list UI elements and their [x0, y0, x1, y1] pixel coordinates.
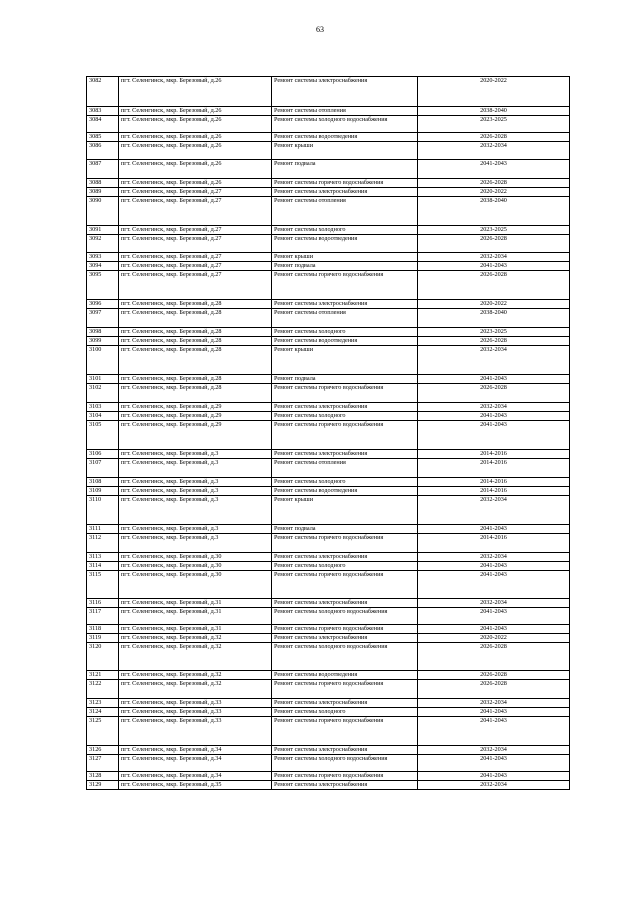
address-cell: пгт. Селенгинск, мкр. Березовый, д.28 — [119, 309, 272, 328]
row-number-cell: 3107 — [87, 459, 119, 478]
table-row — [87, 346, 570, 375]
address-cell: пгт. Селенгинск, мкр. Березовый, д.32 — [119, 680, 272, 699]
address-cell: пгт. Селенгинск, мкр. Березовый, д.26 — [119, 77, 272, 107]
row-number-cell: 3111 — [87, 525, 119, 534]
table-row — [87, 375, 570, 384]
address-cell: пгт. Селенгинск, мкр. Березовый, д.26 — [119, 133, 272, 142]
address-cell: пгт. Селенгинск, мкр. Березовый, д.33 — [119, 708, 272, 717]
row-number-cell: 3090 — [87, 197, 119, 226]
table-row — [87, 625, 570, 634]
row-number-cell: 3114 — [87, 562, 119, 571]
work-type-cell: Ремонт системы холодного водоснабжения — [272, 643, 418, 671]
table-row — [87, 235, 570, 253]
row-number-cell: 3109 — [87, 487, 119, 496]
work-type-cell: Ремонт системы горячего водоснабжения — [272, 271, 418, 300]
work-type-cell: Ремонт системы отопления — [272, 197, 418, 226]
period-cell: 2038-2040 — [418, 197, 570, 226]
table-row — [87, 197, 570, 226]
address-cell: пгт. Селенгинск, мкр. Березовый, д.27 — [119, 253, 272, 262]
row-number-cell: 3092 — [87, 235, 119, 253]
address-cell: пгт. Селенгинск, мкр. Березовый, д.28 — [119, 384, 272, 403]
work-type-cell: Ремонт системы водоотведения — [272, 133, 418, 142]
period-cell: 2026-2028 — [418, 337, 570, 346]
period-cell: 2020-2022 — [418, 188, 570, 197]
row-number-cell: 3088 — [87, 179, 119, 188]
address-cell: пгт. Селенгинск, мкр. Березовый, д.28 — [119, 375, 272, 384]
work-type-cell: Ремонт подвала — [272, 160, 418, 179]
address-cell: пгт. Селенгинск, мкр. Березовый, д.26 — [119, 116, 272, 133]
table-row — [87, 412, 570, 421]
work-type-cell: Ремонт системы холодного — [272, 412, 418, 421]
work-type-cell: Ремонт системы отопления — [272, 309, 418, 328]
table-row — [87, 384, 570, 403]
work-type-cell: Ремонт системы отопления — [272, 107, 418, 116]
work-type-cell: Ремонт системы водоотведения — [272, 235, 418, 253]
address-cell: пгт. Селенгинск, мкр. Березовый, д.28 — [119, 346, 272, 375]
table-row — [87, 107, 570, 116]
address-cell: пгт. Селенгинск, мкр. Березовый, д.3 — [119, 459, 272, 478]
table-row — [87, 571, 570, 599]
address-cell: пгт. Селенгинск, мкр. Березовый, д.30 — [119, 553, 272, 562]
period-cell: 2023-2025 — [418, 116, 570, 133]
address-cell: пгт. Селенгинск, мкр. Березовый, д.34 — [119, 755, 272, 772]
address-cell: пгт. Селенгинск, мкр. Березовый, д.27 — [119, 226, 272, 235]
address-cell: пгт. Селенгинск, мкр. Березовый, д.31 — [119, 608, 272, 625]
address-cell: пгт. Селенгинск, мкр. Березовый, д.31 — [119, 625, 272, 634]
period-cell: 2032-2034 — [418, 599, 570, 608]
address-cell: пгт. Селенгинск, мкр. Березовый, д.28 — [119, 337, 272, 346]
row-number-cell: 3096 — [87, 300, 119, 309]
capital-repair-table — [86, 76, 570, 790]
row-number-cell: 3087 — [87, 160, 119, 179]
period-cell: 2014-2016 — [418, 487, 570, 496]
period-cell: 2023-2025 — [418, 226, 570, 235]
work-type-cell: Ремонт системы горячего водоснабжения — [272, 571, 418, 599]
table-row — [87, 755, 570, 772]
address-cell: пгт. Селенгинск, мкр. Березовый, д.28 — [119, 328, 272, 337]
work-type-cell: Ремонт подвала — [272, 525, 418, 534]
work-type-cell: Ремонт крыши — [272, 253, 418, 262]
address-cell: пгт. Селенгинск, мкр. Березовый, д.3 — [119, 487, 272, 496]
work-type-cell: Ремонт системы электроснабжения — [272, 781, 418, 790]
address-cell: пгт. Селенгинск, мкр. Березовый, д.35 — [119, 781, 272, 790]
address-cell: пгт. Селенгинск, мкр. Березовый, д.31 — [119, 599, 272, 608]
address-cell: пгт. Селенгинск, мкр. Березовый, д.29 — [119, 421, 272, 450]
table-row — [87, 643, 570, 671]
address-cell: пгт. Селенгинск, мкр. Березовый, д.3 — [119, 478, 272, 487]
table-row — [87, 459, 570, 478]
table-row — [87, 599, 570, 608]
row-number-cell: 3099 — [87, 337, 119, 346]
address-cell: пгт. Селенгинск, мкр. Березовый, д.28 — [119, 300, 272, 309]
table-row — [87, 253, 570, 262]
period-cell: 2041-2043 — [418, 625, 570, 634]
row-number-cell: 3122 — [87, 680, 119, 699]
table-row — [87, 403, 570, 412]
period-cell: 2032-2034 — [418, 346, 570, 375]
table-row — [87, 160, 570, 179]
work-type-cell: Ремонт системы электроснабжения — [272, 300, 418, 309]
period-cell: 2026-2028 — [418, 671, 570, 680]
period-cell: 2032-2034 — [418, 699, 570, 708]
address-cell: пгт. Селенгинск, мкр. Березовый, д.27 — [119, 271, 272, 300]
table-row — [87, 226, 570, 235]
row-number-cell: 3128 — [87, 772, 119, 781]
work-type-cell: Ремонт системы горячего водоснабжения — [272, 534, 418, 553]
table-body — [87, 77, 570, 790]
address-cell: пгт. Селенгинск, мкр. Березовый, д.3 — [119, 496, 272, 525]
address-cell: пгт. Селенгинск, мкр. Березовый, д.29 — [119, 403, 272, 412]
row-number-cell: 3095 — [87, 271, 119, 300]
row-number-cell: 3083 — [87, 107, 119, 116]
address-cell: пгт. Селенгинск, мкр. Березовый, д.26 — [119, 142, 272, 160]
address-cell: пгт. Селенгинск, мкр. Березовый, д.26 — [119, 179, 272, 188]
table-row — [87, 116, 570, 133]
row-number-cell: 3091 — [87, 226, 119, 235]
work-type-cell: Ремонт системы горячего водоснабжения — [272, 772, 418, 781]
work-type-cell: Ремонт системы водоотведения — [272, 487, 418, 496]
work-type-cell: Ремонт системы холодного — [272, 226, 418, 235]
row-number-cell: 3084 — [87, 116, 119, 133]
table-row — [87, 262, 570, 271]
table-row — [87, 77, 570, 107]
table-row — [87, 634, 570, 643]
period-cell: 2032-2034 — [418, 746, 570, 755]
period-cell: 2041-2043 — [418, 571, 570, 599]
table-row — [87, 772, 570, 781]
row-number-cell: 3086 — [87, 142, 119, 160]
row-number-cell: 3120 — [87, 643, 119, 671]
work-type-cell: Ремонт системы электроснабжения — [272, 403, 418, 412]
period-cell: 2032-2034 — [418, 403, 570, 412]
table-row — [87, 309, 570, 328]
work-type-cell: Ремонт системы электроснабжения — [272, 188, 418, 197]
period-cell: 2020-2022 — [418, 634, 570, 643]
period-cell: 2032-2034 — [418, 496, 570, 525]
table-row — [87, 562, 570, 571]
address-cell: пгт. Селенгинск, мкр. Березовый, д.26 — [119, 107, 272, 116]
work-type-cell: Ремонт подвала — [272, 262, 418, 271]
work-type-cell: Ремонт системы электроснабжения — [272, 77, 418, 107]
row-number-cell: 3119 — [87, 634, 119, 643]
table-row — [87, 708, 570, 717]
row-number-cell: 3082 — [87, 77, 119, 107]
row-number-cell: 3094 — [87, 262, 119, 271]
table-row — [87, 680, 570, 699]
work-type-cell: Ремонт системы холодного — [272, 562, 418, 571]
table-row — [87, 717, 570, 746]
address-cell: пгт. Селенгинск, мкр. Березовый, д.34 — [119, 746, 272, 755]
work-type-cell: Ремонт системы электроснабжения — [272, 746, 418, 755]
period-cell: 2041-2043 — [418, 262, 570, 271]
address-cell: пгт. Селенгинск, мкр. Березовый, д.30 — [119, 571, 272, 599]
work-type-cell: Ремонт системы отопления — [272, 459, 418, 478]
period-cell: 2014-2016 — [418, 478, 570, 487]
table-row — [87, 179, 570, 188]
address-cell: пгт. Селенгинск, мкр. Березовый, д.32 — [119, 671, 272, 680]
row-number-cell: 3097 — [87, 309, 119, 328]
period-cell: 2041-2043 — [418, 772, 570, 781]
period-cell: 2041-2043 — [418, 412, 570, 421]
table-row — [87, 337, 570, 346]
table-row — [87, 421, 570, 450]
address-cell: пгт. Селенгинск, мкр. Березовый, д.32 — [119, 643, 272, 671]
period-cell: 2020-2022 — [418, 77, 570, 107]
address-cell: пгт. Селенгинск, мкр. Березовый, д.3 — [119, 525, 272, 534]
period-cell: 2026-2028 — [418, 235, 570, 253]
period-cell: 2032-2034 — [418, 142, 570, 160]
work-type-cell: Ремонт системы электроснабжения — [272, 599, 418, 608]
row-number-cell: 3104 — [87, 412, 119, 421]
table-row — [87, 781, 570, 790]
period-cell: 2026-2028 — [418, 271, 570, 300]
row-number-cell: 3112 — [87, 534, 119, 553]
work-type-cell: Ремонт системы горячего водоснабжения — [272, 421, 418, 450]
work-type-cell: Ремонт системы холодного — [272, 478, 418, 487]
address-cell: пгт. Селенгинск, мкр. Березовый, д.30 — [119, 562, 272, 571]
table-row — [87, 496, 570, 525]
table-row — [87, 450, 570, 459]
row-number-cell: 3101 — [87, 375, 119, 384]
row-number-cell: 3089 — [87, 188, 119, 197]
table-row — [87, 699, 570, 708]
page-number: 63 — [316, 25, 324, 34]
period-cell: 2038-2040 — [418, 107, 570, 116]
work-type-cell: Ремонт системы электроснабжения — [272, 553, 418, 562]
work-type-cell: Ремонт крыши — [272, 142, 418, 160]
period-cell: 2032-2034 — [418, 553, 570, 562]
row-number-cell: 3102 — [87, 384, 119, 403]
period-cell: 2014-2016 — [418, 534, 570, 553]
row-number-cell: 3121 — [87, 671, 119, 680]
row-number-cell: 3108 — [87, 478, 119, 487]
work-type-cell: Ремонт системы электроснабжения — [272, 699, 418, 708]
period-cell: 2026-2028 — [418, 643, 570, 671]
row-number-cell: 3106 — [87, 450, 119, 459]
address-cell: пгт. Селенгинск, мкр. Березовый, д.27 — [119, 188, 272, 197]
work-type-cell: Ремонт системы горячего водоснабжения — [272, 384, 418, 403]
address-cell: пгт. Селенгинск, мкр. Березовый, д.26 — [119, 160, 272, 179]
work-type-cell: Ремонт системы горячего водоснабжения — [272, 179, 418, 188]
row-number-cell: 3118 — [87, 625, 119, 634]
work-type-cell: Ремонт системы горячего водоснабжения — [272, 680, 418, 699]
work-type-cell: Ремонт системы горячего водоснабжения — [272, 717, 418, 746]
work-type-cell: Ремонт системы водоотведения — [272, 337, 418, 346]
work-type-cell: Ремонт системы водоотведения — [272, 671, 418, 680]
table-row — [87, 142, 570, 160]
table-row — [87, 671, 570, 680]
work-type-cell: Ремонт крыши — [272, 346, 418, 375]
table-row — [87, 487, 570, 496]
table-row — [87, 478, 570, 487]
row-number-cell: 3127 — [87, 755, 119, 772]
work-type-cell: Ремонт системы электроснабжения — [272, 450, 418, 459]
period-cell: 2041-2043 — [418, 717, 570, 746]
work-type-cell: Ремонт системы электроснабжения — [272, 634, 418, 643]
table-row — [87, 188, 570, 197]
work-type-cell: Ремонт системы холодного водоснабжения — [272, 755, 418, 772]
period-cell: 2041-2043 — [418, 755, 570, 772]
address-cell: пгт. Селенгинск, мкр. Березовый, д.27 — [119, 235, 272, 253]
table-row — [87, 525, 570, 534]
address-cell: пгт. Селенгинск, мкр. Березовый, д.3 — [119, 450, 272, 459]
row-number-cell: 3110 — [87, 496, 119, 525]
row-number-cell: 3117 — [87, 608, 119, 625]
address-cell: пгт. Селенгинск, мкр. Березовый, д.29 — [119, 412, 272, 421]
row-number-cell: 3098 — [87, 328, 119, 337]
period-cell: 2032-2034 — [418, 781, 570, 790]
period-cell: 2014-2016 — [418, 459, 570, 478]
table-row — [87, 746, 570, 755]
row-number-cell: 3125 — [87, 717, 119, 746]
row-number-cell: 3105 — [87, 421, 119, 450]
address-cell: пгт. Селенгинск, мкр. Березовый, д.32 — [119, 634, 272, 643]
row-number-cell: 3126 — [87, 746, 119, 755]
period-cell: 2041-2043 — [418, 160, 570, 179]
period-cell: 2041-2043 — [418, 375, 570, 384]
period-cell: 2026-2028 — [418, 133, 570, 142]
row-number-cell: 3116 — [87, 599, 119, 608]
period-cell: 2023-2025 — [418, 328, 570, 337]
table-row — [87, 133, 570, 142]
address-cell: пгт. Селенгинск, мкр. Березовый, д.33 — [119, 699, 272, 708]
row-number-cell: 3113 — [87, 553, 119, 562]
row-number-cell: 3124 — [87, 708, 119, 717]
period-cell: 2041-2043 — [418, 421, 570, 450]
period-cell: 2026-2028 — [418, 384, 570, 403]
period-cell: 2041-2043 — [418, 525, 570, 534]
address-cell: пгт. Селенгинск, мкр. Березовый, д.34 — [119, 772, 272, 781]
address-cell: пгт. Селенгинск, мкр. Березовый, д.3 — [119, 534, 272, 553]
address-cell: пгт. Селенгинск, мкр. Березовый, д.27 — [119, 197, 272, 226]
table-row — [87, 608, 570, 625]
row-number-cell: 3085 — [87, 133, 119, 142]
table-row — [87, 271, 570, 300]
row-number-cell: 3123 — [87, 699, 119, 708]
table-row — [87, 300, 570, 309]
address-cell: пгт. Селенгинск, мкр. Березовый, д.33 — [119, 717, 272, 746]
table-row — [87, 328, 570, 337]
period-cell: 2038-2040 — [418, 309, 570, 328]
work-type-cell: Ремонт системы холодного водоснабжения — [272, 116, 418, 133]
work-type-cell: Ремонт системы холодного — [272, 328, 418, 337]
address-cell: пгт. Селенгинск, мкр. Березовый, д.27 — [119, 262, 272, 271]
period-cell: 2020-2022 — [418, 300, 570, 309]
table-row — [87, 534, 570, 553]
work-type-cell: Ремонт системы холодного водоснабжения — [272, 608, 418, 625]
work-type-cell: Ремонт системы горячего водоснабжения — [272, 625, 418, 634]
work-type-cell: Ремонт системы холодного — [272, 708, 418, 717]
row-number-cell: 3093 — [87, 253, 119, 262]
table-row — [87, 553, 570, 562]
work-type-cell: Ремонт подвала — [272, 375, 418, 384]
row-number-cell: 3115 — [87, 571, 119, 599]
row-number-cell: 3100 — [87, 346, 119, 375]
row-number-cell: 3103 — [87, 403, 119, 412]
period-cell: 2032-2034 — [418, 253, 570, 262]
period-cell: 2026-2028 — [418, 179, 570, 188]
period-cell: 2041-2043 — [418, 562, 570, 571]
period-cell: 2026-2028 — [418, 680, 570, 699]
period-cell: 2041-2043 — [418, 608, 570, 625]
period-cell: 2041-2043 — [418, 708, 570, 717]
work-type-cell: Ремонт крыши — [272, 496, 418, 525]
period-cell: 2014-2016 — [418, 450, 570, 459]
row-number-cell: 3129 — [87, 781, 119, 790]
